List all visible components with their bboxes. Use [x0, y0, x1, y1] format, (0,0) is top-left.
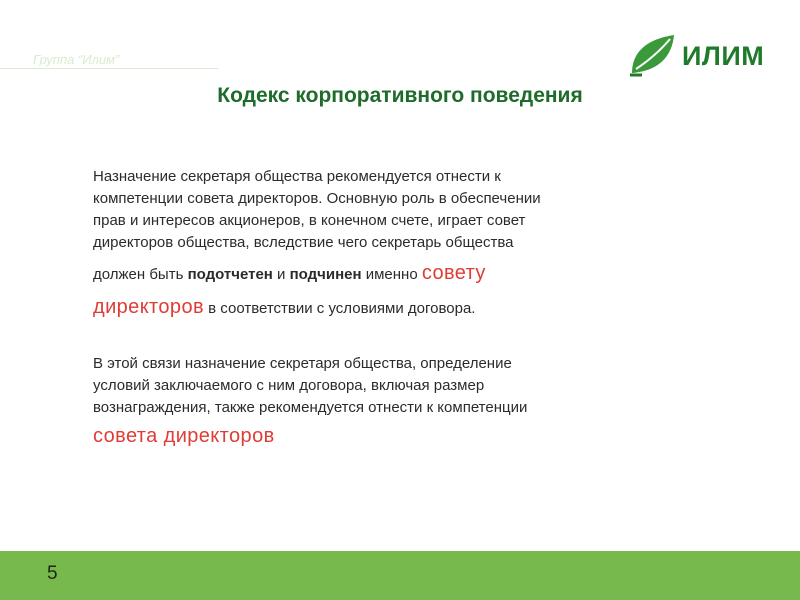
p2-line-1: В этой связи назначение секретаря общества, определение [93, 355, 512, 372]
group-divider [0, 68, 218, 69]
emphasis-subordinate: подчинен [289, 266, 362, 283]
highlight-board-of-directors: совета директоров [93, 425, 275, 447]
group-label: Группа “Илим” [33, 52, 120, 67]
p1-line-6 [93, 294, 733, 322]
slide-title: Кодекс корпоративного поведения [217, 84, 583, 107]
p1-line-5-text-a: должен быть [93, 266, 188, 283]
company-logo [628, 33, 768, 77]
p1-line-5-text-c: и [272, 266, 290, 283]
leaf-icon [628, 33, 680, 77]
paragraph-1 [93, 166, 733, 322]
p1-line-3: прав и интересов акционеров, в конечном счете, играет совет [93, 212, 526, 229]
highlight-board: совету [421, 262, 486, 284]
logo-text: ИЛИМ [682, 41, 765, 71]
p1-line-5-text-e: именно [361, 266, 422, 283]
page-number: 5 [47, 563, 58, 584]
p1-line-2: компетенции совета директоров. Основную роль в обеспечении [93, 190, 541, 207]
highlight-directors: директоров [93, 296, 204, 318]
p1-line-1: Назначение секретаря общества рекомендуется отнести к [93, 168, 501, 185]
paragraph-2 [93, 353, 733, 450]
p2-line-3: вознаграждения, также рекомендуется отнести к компетенции [93, 399, 528, 416]
p1-line-4: директоров общества, вследствие чего секретарь общества [93, 234, 514, 251]
footer-bar [0, 551, 800, 600]
p1-line-5 [93, 260, 733, 288]
p1-line-6-text-b: в соответствии с условиями договора. [204, 300, 476, 317]
emphasis-accountable: подотчетен [187, 266, 273, 283]
p2-line-2: условий заключаемого с ним договора, включая размер [93, 377, 485, 394]
